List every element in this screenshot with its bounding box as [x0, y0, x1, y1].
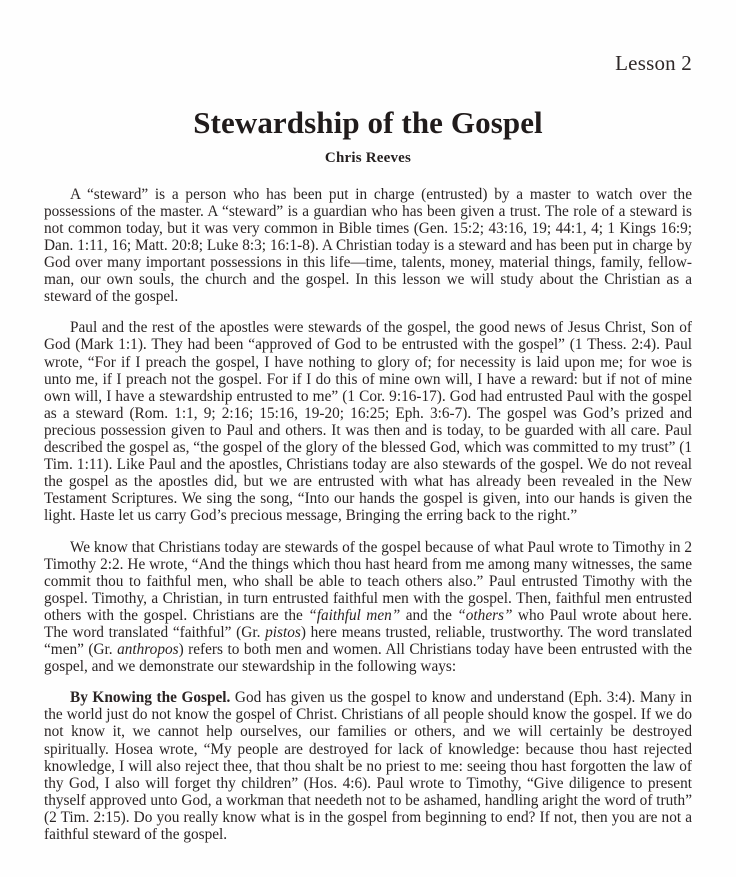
- italic-phrase-faithful-men: “faithful men”: [308, 606, 401, 624]
- page-title: Stewardship of the Gospel: [193, 105, 543, 141]
- lesson-number-header: Lesson 2: [615, 51, 692, 75]
- paragraph-text-segment: ) here means trusted, reliable, trustworthy. The word translated “men” (Gr.: [44, 623, 693, 659]
- greek-word-pistos: pistos: [265, 623, 301, 641]
- paragraph-steward-definition: A “steward” is a person who has been put in charge (entrusted) by a master to watch over the possessions of the master. A “steward” is a guardian who has been given a trust. The role of a steward is not common today, but it was very common in Bible times (Gen. 15:2; 43:16, 19; 44:1, 4; 1 Kings 16:9; Dan. 1:11, 16; Matt. 20:8; Luke 8:3; 16:1-8). A Christian today is a steward and has been put in charge by God over many important possessions in this life—time, talents, money, material things, family, fellow-man, our own souls, the church and the gospel. In this lesson we will study about the Christian as a steward of the gospel.: [44, 185, 692, 306]
- author-byline: Chris Reeves: [324, 149, 412, 166]
- paragraph-text-segment: God has given us the gospel to know and understand (Eph. 3:4). Many in the world just do not know the gospel of Christ. Christians of all people should know the gospel. If we do not know it, we cannot help ourselves, our families or others, and we will certainly be destroyed spiritually. Hosea wrote, “My people are destroyed for lack of knowledge: because thou hast rejected knowledge, I will also reject thee, that thou shalt be no priest to me: seeing thou hast forgotten the law of thy God, I also will forget thy children” (Hos. 4:6). Paul wrote to Timothy, “Give diligence to present thyself approved unto God, a workman that needeth not to be ashamed, handling aright the word of truth” (2 Tim. 2:15). Do you really know what is in the gospel from beginning to end? If not, then you are not a faithful steward of the gospel.: [44, 689, 692, 844]
- italic-phrase-others: “others”: [457, 606, 513, 624]
- paragraph-text-segment: who Paul wrote about here. The word translated “faithful” (Gr.: [44, 606, 693, 641]
- paragraph-text-segment: ) refers to both men and women. All Christians today have been entrusted with the gospel, and we demonstrate our stewardship in the following ways:: [44, 641, 692, 676]
- article-body: [44, 186, 692, 843]
- paragraph-apostles-stewards: Paul and the rest of the apostles were stewards of the gospel, the good news of Jesus Christ, Son of God (Mark 1:1). They had been “approved of God to be entrusted with the gospel” (1 Thess. 2:4). Paul wrote, “For if I preach the gospel, I have nothing to glory of; for necessity is laid upon me; for woe is unto me, if I preach not the gospel. For if I do this of mine own will, I have a reward: but if not of mine own will, I have a stewardship entrusted to me” (1 Cor. 9:16-17). God had entrusted Paul with the gospel as a steward (Rom. 1:1, 9; 2:16; 15:16, 19-20; 16:25; Eph. 3:6-7). The gospel was God’s prized and precious possession given to Paul and others. It was then and is today, to be guarded with all care. Paul described the gospel as, “the gospel of the glory of the blessed God, which was committed to my trust” (1 Tim. 1:11). Like Paul and the apostles, Christians today are also stewards of the gospel. We do not reveal the gospel as the apostles did, but we are entrusted with what has already been revealed in the New Testament Scriptures. We sing the song, “Into our hands the gospel is given, into our hands is given the light. Haste let us carry God’s precious message, Bringing the erring back to the right.”: [44, 319, 692, 525]
- paragraph-by-knowing-the-gospel: [44, 689, 692, 843]
- paragraph-timothy-faithful-men: [44, 539, 692, 676]
- paragraph-text-segment: and the: [400, 606, 458, 624]
- paragraph-text-segment: We know that Christians today are stewards of the gospel because of what Paul wrote to Timothy in 2 Timothy 2:2. He wrote, “And the things which thou hast heard from me among many witnesses, the same commit thou to faithful men, who shall be able to teach others also.” Paul entrusted Timothy with the gospel. Timothy, a Christian, in turn entrusted faithful men with the gospel. Then, faithful men entrusted others with the gospel. Christians are the: [44, 538, 692, 624]
- greek-word-anthropos: anthropos: [117, 641, 179, 659]
- section-heading-inline: By Knowing the Gospel.: [70, 689, 231, 707]
